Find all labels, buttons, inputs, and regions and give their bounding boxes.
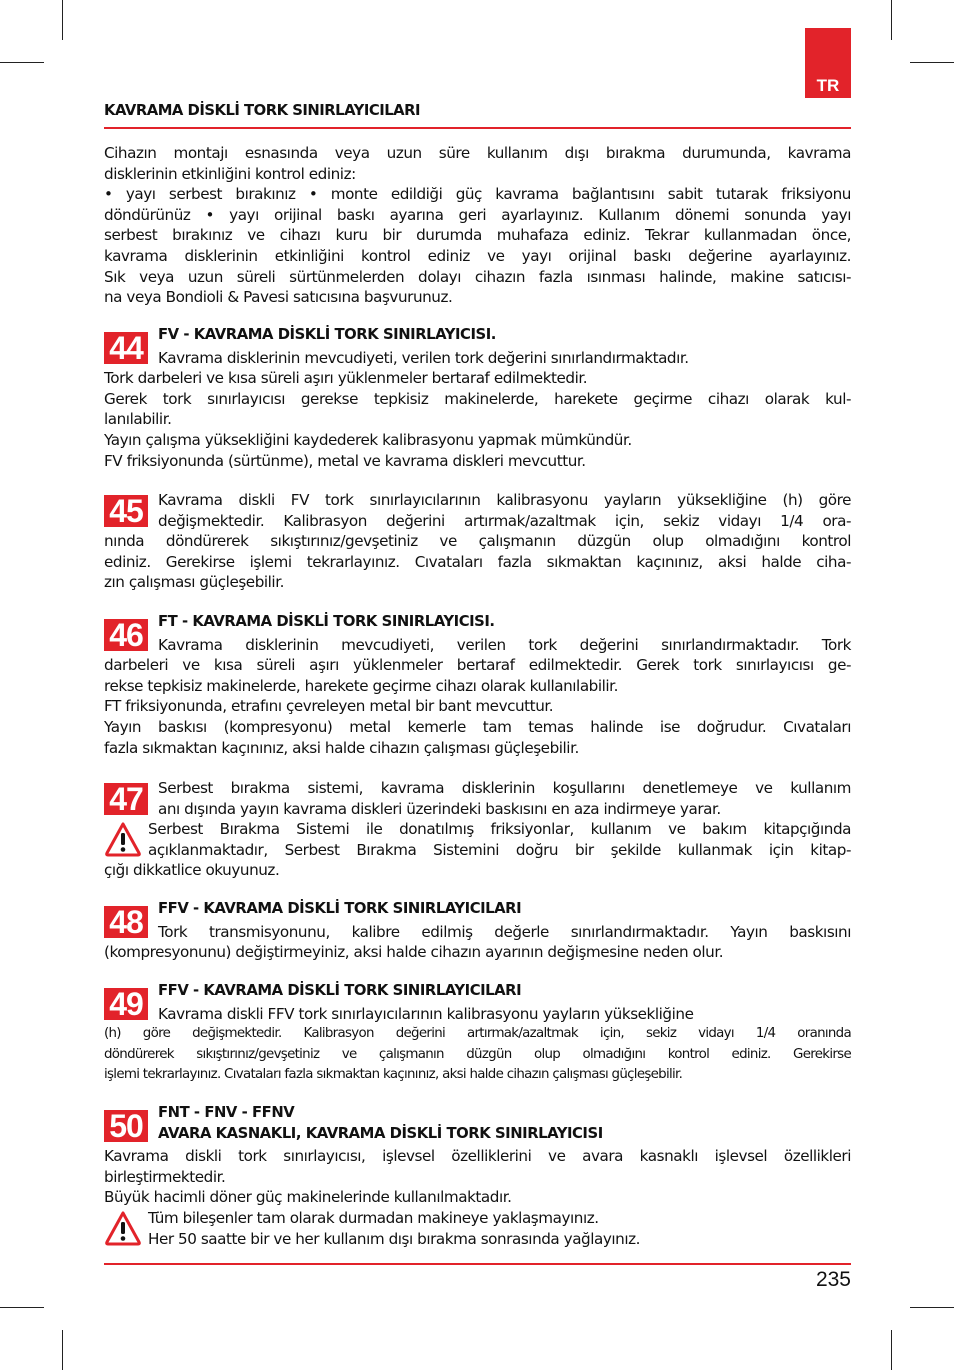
- section-text-line: Yayın baskısı (kompresyonu) metal kemerle tam temas halinde ise doğrudur. Cıvataları: [104, 718, 851, 736]
- section-text-line: Kavrama disklerinin mevcudiyeti, verilen tork değerini sınırlandırmaktadır. Tork: [158, 635, 851, 654]
- section-heading: FV - KAVRAMA DİSKLİ TORK SINIRLAYICISI.: [158, 326, 496, 343]
- section-heading: FFV - KAVRAMA DİSKLİ TORK SINIRLAYICILARI: [158, 982, 522, 999]
- section-text-line: nında döndürerek sıkıştırınız/gevşetiniz ve çalışmanın düzgün olup olmadığını kontrol: [104, 532, 851, 551]
- section-small-line: döndürerek sıkıştırınız/gevşetiniz ve çalışmanın düzgün olup olmadığını kontrol ediniz. Gerekirse: [104, 1046, 851, 1062]
- section-small-line: işlemi tekrarlayınız. Cıvataları fazla sıkmaktan kaçınınız, aksi halde cihazın çalışması güçleşebilir.: [104, 1067, 683, 1083]
- section-number-badge: 47: [104, 783, 148, 815]
- intro-line: Sık veya uzun süreli sürtünmelerden dolayı cihazın fazla ısınması halinde, makine satıcısı-: [104, 267, 851, 286]
- crop-mark: [891, 0, 892, 40]
- section-text-line: Kavrama diskli FFV tork sınırlayıcılarının kalibrasyonu yayların yüksekliğine: [158, 1004, 694, 1023]
- section-text-line: Kavrama disklerinin mevcudiyeti, verilen tork değerini sınırlandırmaktadır.: [158, 348, 689, 367]
- intro-line: kavrama disklerinin etkinliğini kontrol ediniz ve yayı orijinal baskı değerine ayarlayınız.: [104, 247, 851, 265]
- intro-line: döndürünüz • yayı orijinal baskı ayarına geri ayarlayınız. Kullanım dönemi sonunda yayı: [104, 205, 851, 224]
- section-number-badge: 49: [104, 988, 148, 1020]
- section-text-line: Kavrama diskli FV tork sınırlayıcılarının kalibrasyonu yayların yüksekliğine (h) göre: [158, 491, 851, 509]
- warning-text-line: açıklanmaktadır, Serbest Bırakma Sistemini doğru bir şekilde kullanmak için kitap-: [148, 840, 851, 859]
- section-text-line: (kompresyonunu) değiştirmeyiniz, aksi halde cihazın ayarının değişmesine neden olur.: [104, 943, 724, 962]
- section-heading: FT - KAVRAMA DİSKLİ TORK SINIRLAYICISI.: [158, 613, 495, 630]
- crop-mark: [62, 0, 63, 40]
- intro-line: serbest bırakınız ve cihazı kuru bir durumda muhafaza ediniz. Tekrar kullanmadan önce,: [104, 226, 851, 245]
- section-text-line: Yayın çalışma yüksekliğini kaydederek kalibrasyonu yapmak mümkündür.: [104, 431, 632, 449]
- intro-line: Cihazın montajı esnasında veya uzun süre kullanım dışı bırakma durumunda, kavrama: [104, 144, 851, 162]
- section-heading: FNT - FNV - FFNV: [158, 1104, 295, 1121]
- page-number: 235: [815, 1268, 851, 1291]
- section-number-badge: 45: [104, 495, 148, 527]
- warning-icon: [104, 1210, 142, 1246]
- section-text-line: Gerek tork sınırlayıcısı gerekse tepkisiz makinelerde, harekete geçirme cihazı olarak kul-: [104, 389, 851, 408]
- crop-mark: [891, 1330, 892, 1370]
- intro-line: • yayı serbest bırakınız • monte edildiği güç kavrama bağlantısını sabit tutarak friksiyonu: [104, 185, 851, 204]
- crop-mark: [910, 1307, 954, 1308]
- crop-mark: [0, 1307, 44, 1308]
- footer-rule: [104, 1263, 851, 1265]
- section-text-line: ediniz. Gerekirse işlemi tekrarlayınız. Cıvataları fazla sıkmaktan kaçınınız, aksi halde ciha-: [104, 552, 851, 571]
- section-text-line: Büyük hacimli döner güç makinelerinde kullanılmaktadır.: [104, 1188, 512, 1207]
- language-tab: TR: [805, 28, 851, 98]
- section-number-badge: 46: [104, 619, 148, 651]
- warning-text-line: Her 50 saatte bir ve her kullanım dışı bırakma sonrasında yağlayınız.: [148, 1229, 641, 1248]
- section-number-badge: 44: [104, 332, 148, 364]
- crop-mark: [62, 1330, 63, 1370]
- section-text-line: Tork darbeleri ve kısa süreli aşırı yüklenmeler bertaraf edilmektedir.: [104, 369, 588, 388]
- section-text-line: anı dışında yayın kavrama diskleri üzerindeki baskısını en aza indirmeye yarar.: [158, 799, 721, 818]
- crop-mark: [0, 62, 44, 63]
- section-text-line: birleştirmektedir.: [104, 1167, 226, 1186]
- section-number-badge: 50: [104, 1110, 148, 1142]
- intro-line: disklerinin etkinliğini kontrol ediniz:: [104, 164, 356, 183]
- section-text-line: Tork transmisyonunu, kalibre edilmiş değerle sınırlandırmaktadır. Yayın baskısını: [158, 922, 851, 941]
- crop-mark: [910, 62, 954, 63]
- section-text-line: fazla sıkmaktan kaçınınız, aksi halde cihazın çalışması güçleşebilir.: [104, 738, 579, 757]
- section-text-line: Kavrama diskli tork sınırlayıcısı, işlevsel özelliklerini ve avara kasnaklı işlevsel özellikleri: [104, 1147, 851, 1166]
- section-text-line: değişmektedir. Kalibrasyon değerini artırmak/azaltmak için, sekiz vidayı 1/4 ora-: [158, 511, 851, 530]
- section-text-line: zın çalışması güçleşebilir.: [104, 573, 284, 592]
- section-text-line: darbeleri ve kısa süreli aşırı yüklenmeler bertaraf edilmektedir. Gerek tork sınırlayıcısı ge-: [104, 656, 851, 675]
- section-text-line: FT friksiyonunda, etrafını çevreleyen metal bir bant mevcuttur.: [104, 697, 554, 716]
- section-subheading: AVARA KASNAKLI, KAVRAMA DİSKLİ TORK SINIRLAYICISI: [158, 1124, 603, 1142]
- section-small-line: (h) göre değişmektedir. Kalibrasyon değerini artırmak/azaltmak için, sekiz vidayı 1/4 oranında: [104, 1026, 851, 1042]
- warning-text-line: çığı dikkatlice okuyunuz.: [104, 861, 280, 880]
- section-text-line: lanılabilir.: [104, 410, 172, 429]
- warning-icon: [104, 821, 142, 857]
- warning-text-line: Tüm bileşenler tam olarak durmadan makineye yaklaşmayınız.: [148, 1209, 599, 1227]
- section-heading: FFV - KAVRAMA DİSKLİ TORK SINIRLAYICILARI: [158, 900, 522, 917]
- title-rule: [104, 127, 851, 129]
- section-number-badge: 48: [104, 906, 148, 938]
- section-text-line: rekse tepkisiz makinelerde, harekete geçirme cihazı olarak kullanılabilir.: [104, 676, 618, 695]
- section-text-line: Serbest bırakma sistemi, kavrama disklerinin koşullarını denetlemeye ve kullanım: [158, 779, 851, 797]
- page-title: KAVRAMA DİSKLİ TORK SINIRLAYICILARI: [104, 102, 420, 119]
- section-text-line: FV friksiyonunda (sürtünme), metal ve kavrama diskleri mevcuttur.: [104, 451, 586, 470]
- intro-line: na veya Bondioli & Pavesi satıcısına başvurunuz.: [104, 288, 453, 307]
- warning-text-line: Serbest Bırakma Sistemi ile donatılmış friksiyonlar, kullanım ve bakım kitapçığında: [148, 820, 851, 839]
